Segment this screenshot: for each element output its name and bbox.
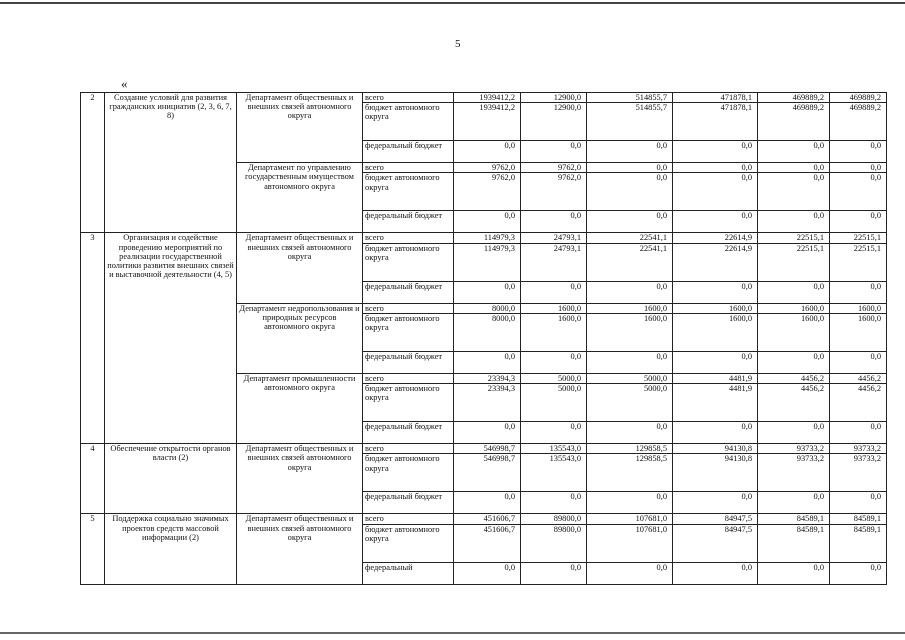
funding-source: федеральный бюджет [363, 211, 454, 233]
amount-cell: 0,0 [673, 163, 758, 173]
table-row [81, 93, 887, 103]
amount-cell: 23394,3 [454, 384, 521, 422]
budget-table [80, 92, 887, 585]
amount-cell: 24793,1 [521, 233, 587, 243]
amount-cell: 22515,1 [830, 233, 887, 243]
amount-cell: 129858,5 [587, 454, 673, 492]
amount-cell: 0,0 [830, 422, 887, 444]
amount-cell: 0,0 [830, 351, 887, 373]
amount-cell: 12900,0 [521, 103, 587, 141]
amount-cell: 23394,3 [454, 373, 521, 383]
funding-source: всего [363, 373, 454, 383]
amount-cell: 0,0 [587, 141, 673, 163]
amount-cell: 84589,1 [758, 524, 830, 562]
amount-cell: 0,0 [673, 211, 758, 233]
department-name: Департамент по управлению государственным имуществом автономного округа [237, 163, 363, 233]
amount-cell: 0,0 [830, 211, 887, 233]
amount-cell: 0,0 [521, 281, 587, 303]
amount-cell: 0,0 [587, 562, 673, 584]
amount-cell: 469889,2 [758, 93, 830, 103]
amount-cell: 0,0 [758, 163, 830, 173]
program-name: Создание условий для развития гражданских инициатив (2, 3, 6, 7, 8) [105, 93, 237, 233]
funding-source: бюджет автономного округа [363, 454, 454, 492]
amount-cell: 514855,7 [587, 103, 673, 141]
amount-cell: 4456,2 [830, 373, 887, 383]
amount-cell: 1600,0 [587, 313, 673, 351]
funding-source: всего [363, 233, 454, 243]
amount-cell: 0,0 [830, 163, 887, 173]
amount-cell: 22515,1 [830, 243, 887, 281]
amount-cell: 89800,0 [521, 524, 587, 562]
amount-cell: 84947,5 [673, 524, 758, 562]
funding-source: федеральный бюджет [363, 422, 454, 444]
amount-cell: 0,0 [673, 281, 758, 303]
amount-cell: 0,0 [673, 173, 758, 211]
funding-source: федеральный бюджет [363, 351, 454, 373]
amount-cell: 9762,0 [521, 163, 587, 173]
scan-top-edge [0, 2, 905, 4]
amount-cell: 0,0 [673, 141, 758, 163]
amount-cell: 135543,0 [521, 454, 587, 492]
opening-quote: « [121, 76, 128, 91]
amount-cell: 93733,2 [830, 444, 887, 454]
funding-source: федеральный [363, 562, 454, 584]
amount-cell: 12900,0 [521, 93, 587, 103]
program-name: Обеспечение открытости органов власти (2) [105, 444, 237, 514]
amount-cell: 0,0 [758, 281, 830, 303]
table-row [81, 233, 887, 243]
funding-source: всего [363, 163, 454, 173]
row-number: 3 [81, 233, 105, 444]
amount-cell: 1600,0 [673, 313, 758, 351]
amount-cell: 471878,1 [673, 93, 758, 103]
amount-cell: 0,0 [830, 173, 887, 211]
amount-cell: 0,0 [454, 492, 521, 514]
funding-source: всего [363, 93, 454, 103]
amount-cell: 9762,0 [454, 173, 521, 211]
amount-cell: 22541,1 [587, 243, 673, 281]
amount-cell: 0,0 [758, 173, 830, 211]
department-name: Департамент промышленности автономного округа [237, 373, 363, 443]
program-name: Организация и содействие проведению мероприятий по реализации государственной политики развития внешних связей и выставочной деятельности (4, 5) [105, 233, 237, 444]
funding-source: всего [363, 514, 454, 524]
row-number: 4 [81, 444, 105, 514]
amount-cell: 1600,0 [758, 303, 830, 313]
department-name: Департамент недропользования и природных ресурсов автономного округа [237, 303, 363, 373]
amount-cell: 94130,8 [673, 454, 758, 492]
amount-cell: 114979,3 [454, 233, 521, 243]
amount-cell: 546998,7 [454, 444, 521, 454]
amount-cell: 22614,9 [673, 233, 758, 243]
table-row [81, 514, 887, 524]
amount-cell: 0,0 [758, 492, 830, 514]
amount-cell: 1939412,2 [454, 93, 521, 103]
row-number: 5 [81, 514, 105, 584]
amount-cell: 0,0 [521, 422, 587, 444]
scan-bottom-edge [0, 632, 905, 634]
department-name: Департамент общественных и внешних связей автономного округа [237, 93, 363, 163]
amount-cell: 5000,0 [521, 373, 587, 383]
amount-cell: 0,0 [454, 422, 521, 444]
amount-cell: 1600,0 [830, 313, 887, 351]
amount-cell: 5000,0 [587, 373, 673, 383]
amount-cell: 4456,2 [830, 384, 887, 422]
amount-cell: 0,0 [454, 141, 521, 163]
amount-cell: 24793,1 [521, 243, 587, 281]
amount-cell: 8000,0 [454, 303, 521, 313]
amount-cell: 0,0 [830, 492, 887, 514]
amount-cell: 514855,7 [587, 93, 673, 103]
amount-cell: 0,0 [830, 281, 887, 303]
amount-cell: 93733,2 [758, 444, 830, 454]
amount-cell: 4481,9 [673, 384, 758, 422]
amount-cell: 0,0 [758, 562, 830, 584]
amount-cell: 1600,0 [587, 303, 673, 313]
amount-cell: 0,0 [758, 211, 830, 233]
amount-cell: 546998,7 [454, 454, 521, 492]
amount-cell: 0,0 [521, 351, 587, 373]
amount-cell: 0,0 [454, 211, 521, 233]
amount-cell: 1600,0 [521, 303, 587, 313]
budget-table-body [81, 93, 887, 585]
amount-cell: 4481,9 [673, 373, 758, 383]
department-name: Департамент общественных и внешних связей автономного округа [237, 233, 363, 303]
amount-cell: 471878,1 [673, 103, 758, 141]
amount-cell: 1939412,2 [454, 103, 521, 141]
amount-cell: 0,0 [521, 492, 587, 514]
funding-source: бюджет автономного округа [363, 103, 454, 141]
amount-cell: 0,0 [587, 422, 673, 444]
amount-cell: 84589,1 [830, 514, 887, 524]
amount-cell: 0,0 [587, 281, 673, 303]
amount-cell: 0,0 [673, 492, 758, 514]
amount-cell: 451606,7 [454, 524, 521, 562]
amount-cell: 84589,1 [830, 524, 887, 562]
amount-cell: 9762,0 [521, 173, 587, 211]
amount-cell: 107681,0 [587, 514, 673, 524]
amount-cell: 22515,1 [758, 243, 830, 281]
amount-cell: 0,0 [673, 351, 758, 373]
amount-cell: 22515,1 [758, 233, 830, 243]
amount-cell: 0,0 [830, 562, 887, 584]
funding-source: всего [363, 444, 454, 454]
row-number: 2 [81, 93, 105, 233]
amount-cell: 135543,0 [521, 444, 587, 454]
amount-cell: 94130,8 [673, 444, 758, 454]
funding-source: бюджет автономного округа [363, 173, 454, 211]
amount-cell: 0,0 [521, 141, 587, 163]
amount-cell: 0,0 [587, 211, 673, 233]
funding-source: федеральный бюджет [363, 281, 454, 303]
department-name: Департамент общественных и внешних связей автономного округа [237, 514, 363, 584]
amount-cell: 8000,0 [454, 313, 521, 351]
amount-cell: 107681,0 [587, 524, 673, 562]
amount-cell: 0,0 [587, 492, 673, 514]
amount-cell: 0,0 [587, 351, 673, 373]
amount-cell: 1600,0 [673, 303, 758, 313]
amount-cell: 22541,1 [587, 233, 673, 243]
table-row [81, 444, 887, 454]
funding-source: бюджет автономного округа [363, 384, 454, 422]
page-number: 5 [455, 38, 461, 50]
amount-cell: 129858,5 [587, 444, 673, 454]
amount-cell: 93733,2 [830, 454, 887, 492]
amount-cell: 5000,0 [587, 384, 673, 422]
amount-cell: 0,0 [587, 173, 673, 211]
amount-cell: 0,0 [521, 562, 587, 584]
amount-cell: 1600,0 [521, 313, 587, 351]
amount-cell: 84589,1 [758, 514, 830, 524]
amount-cell: 9762,0 [454, 163, 521, 173]
amount-cell: 0,0 [830, 141, 887, 163]
amount-cell: 469889,2 [830, 93, 887, 103]
amount-cell: 22614,9 [673, 243, 758, 281]
amount-cell: 1600,0 [758, 313, 830, 351]
amount-cell: 0,0 [758, 351, 830, 373]
amount-cell: 0,0 [454, 281, 521, 303]
funding-source: федеральный бюджет [363, 141, 454, 163]
amount-cell: 469889,2 [758, 103, 830, 141]
amount-cell: 1600,0 [830, 303, 887, 313]
amount-cell: 93733,2 [758, 454, 830, 492]
funding-source: бюджет автономного округа [363, 313, 454, 351]
amount-cell: 114979,3 [454, 243, 521, 281]
funding-source: бюджет автономного округа [363, 243, 454, 281]
department-name: Департамент общественных и внешних связей автономного округа [237, 444, 363, 514]
amount-cell: 0,0 [673, 562, 758, 584]
funding-source: бюджет автономного округа [363, 524, 454, 562]
amount-cell: 0,0 [758, 422, 830, 444]
amount-cell: 0,0 [454, 351, 521, 373]
amount-cell: 0,0 [454, 562, 521, 584]
amount-cell: 469889,2 [830, 103, 887, 141]
amount-cell: 4456,2 [758, 373, 830, 383]
funding-source: всего [363, 303, 454, 313]
amount-cell: 0,0 [587, 163, 673, 173]
amount-cell: 451606,7 [454, 514, 521, 524]
amount-cell: 0,0 [521, 211, 587, 233]
funding-source: федеральный бюджет [363, 492, 454, 514]
program-name: Поддержка социально значимых проектов средств массовой информации (2) [105, 514, 237, 584]
amount-cell: 5000,0 [521, 384, 587, 422]
amount-cell: 89800,0 [521, 514, 587, 524]
amount-cell: 0,0 [673, 422, 758, 444]
amount-cell: 84947,5 [673, 514, 758, 524]
amount-cell: 4456,2 [758, 384, 830, 422]
amount-cell: 0,0 [758, 141, 830, 163]
